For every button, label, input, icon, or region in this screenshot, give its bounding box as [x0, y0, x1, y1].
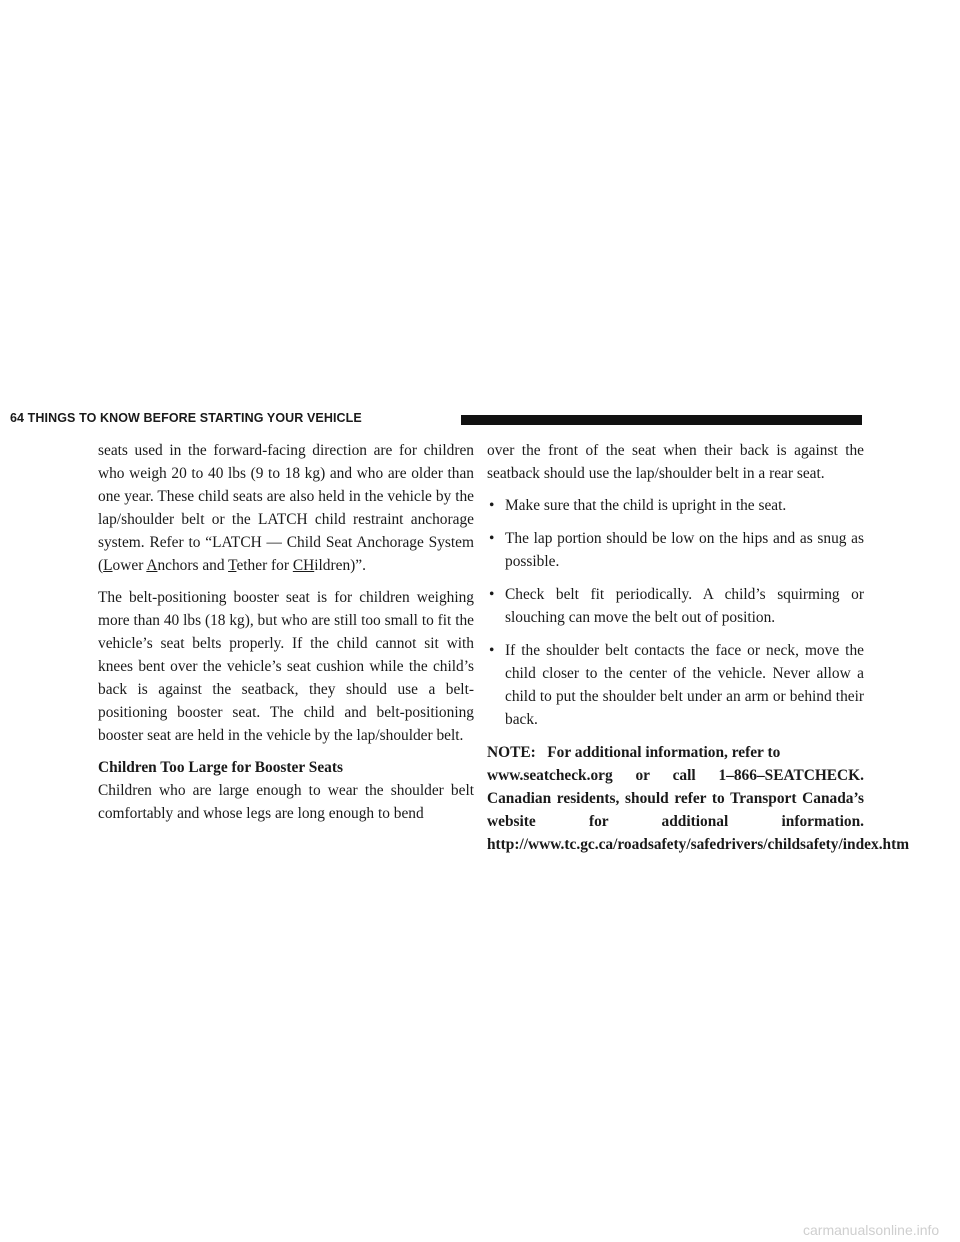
note-body: www.seatcheck.org or call 1–866–SEATCHECK. Canadian residents, should refer to Transport Canada’s website for additional information. http://www.tc.gc.ca/roadsafety/safedrivers/childsafety/index.htm: [487, 767, 910, 853]
page-header-title: 64 THINGS TO KNOW BEFORE STARTING YOUR VEHICLE: [10, 411, 362, 425]
page-header: [0, 412, 960, 426]
paragraph-too-large: Children who are large enough to wear the shoulder belt comfortably and whose legs are long enough to bend: [98, 782, 474, 822]
underline-letter-t: T: [228, 557, 237, 574]
underline-letters-ch: CH: [292, 557, 315, 574]
bullet-icon: •: [489, 497, 495, 514]
paragraph-continued: over the front of the seat when their back is against the seatback should use the lap/shoulder belt in a rear seat.: [487, 442, 864, 482]
list-item: • Check belt fit periodically. A child’s squirming or slouching can move the belt out of position.: [487, 583, 864, 629]
list-item: • If the shoulder belt contacts the face or neck, move the child closer to the center of the vehicle. Never allow a child to put the shoulder belt under an arm or behind their back.: [487, 639, 864, 731]
section-heading: Children Too Large for Booster Seats: [98, 759, 343, 776]
underline-letter-l: L: [103, 557, 113, 574]
underline-letter-a: A: [146, 557, 158, 574]
bullet-icon: •: [489, 586, 495, 603]
watermark: carmanualsonline.info: [803, 1222, 940, 1238]
paragraph-booster-seat: The belt-positioning booster seat is for children weighing more than 40 lbs (18 kg), but who are still too small to fit the vehicle’s seat belts properly. If the child cannot sit with knees bent over the vehicle’s seat cushion while the child’s back is against the seatback, they should use a belt-positioning booster seat. The child and belt-positioning booster seat are held in the vehicle by the lap/shoulder belt.: [98, 589, 474, 744]
bullet-icon: •: [489, 642, 495, 659]
paragraph-forward-facing: seats used in the forward-facing direction are for children who weigh 20 to 40 lbs (9 to 18 kg) and who are older than one year. These child seats are also held in the vehicle by the lap/shoulder belt or the LATCH child restraint anchorage system. Refer to “LATCH — Child Seat Anchorage System (Lower Anchors and Tether for CHildren)”.: [98, 442, 474, 574]
list-item: • Make sure that the child is upright in the seat.: [487, 494, 864, 517]
header-rule-bar: [461, 415, 862, 425]
right-column: [487, 439, 910, 856]
note-block: [487, 741, 910, 856]
left-column: [98, 439, 474, 834]
note-lead: NOTE: For additional information, refer to: [487, 744, 781, 761]
bullet-list: [487, 494, 864, 731]
bullet-icon: •: [489, 530, 495, 547]
list-item: • The lap portion should be low on the hips and as snug as possible.: [487, 527, 864, 573]
